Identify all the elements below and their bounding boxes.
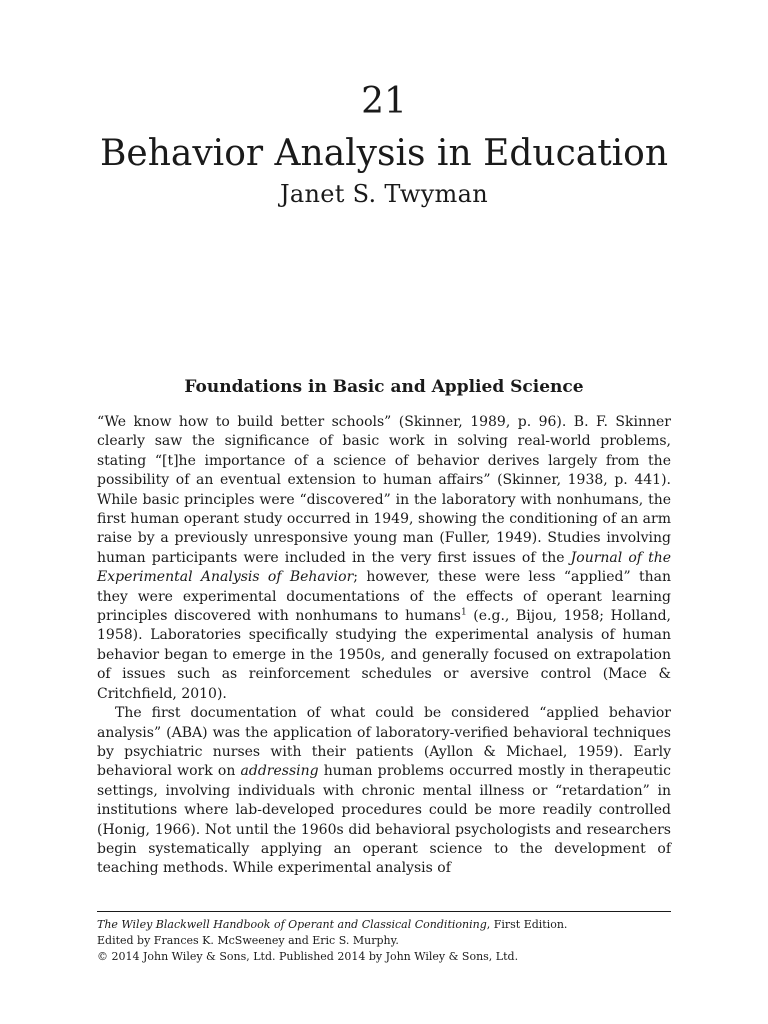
chapter-title: Behavior Analysis in Education bbox=[99, 133, 669, 174]
paragraph-1-text: ; however, these were less “applied” than they were experimental documentations of the effects of operant learning principles discovered with nonhumans to humans bbox=[97, 569, 671, 625]
chapter-number: 21 bbox=[361, 81, 407, 122]
body-text bbox=[97, 413, 671, 879]
publication-footer bbox=[97, 917, 671, 965]
footer-editors: Edited by Frances K. McSweeney and Eric S. Murphy. bbox=[97, 934, 399, 947]
paragraph-2-text: human problems occurred mostly in therapeutic settings, involving individuals with chronic mental illness or “retardation” in institutions where lab-developed procedures could be more readily controlled (Honig, 1966). Not until the 1960s did behavioral psychologists and researchers begin systematically applying an operant science to the development of teaching methods. While experimental analysis of bbox=[97, 763, 671, 877]
footer-book-title: The Wiley Blackwell Handbook of Operant and Classical Conditioning bbox=[97, 918, 487, 931]
paragraph-1 bbox=[97, 413, 671, 704]
section-heading: Foundations in Basic and Applied Science bbox=[184, 377, 584, 397]
footnote-marker: 1 bbox=[460, 607, 467, 618]
paragraph-2-text: The first documentation of what could be considered “applied behavior analysis” (ABA) was the application of laboratory-verified behavioral techniques by psychiatric nurses with their patients (Ayllon & Michael, 1959). Early behavioral work on bbox=[97, 705, 671, 780]
paragraph-1-text: “We know how to build better schools” (Skinner, 1989, p. 96). B. F. Skinner clearly saw the significance of basic work in solving real-world problems, stating “[t]he importance of a science of behavior derives largely from the possibility of an eventual extension to human affairs” (Skinner, 1938, p. 441). While basic principles were “discovered” in the laboratory with nonhumans, the first human operant study occurred in 1949, showing the conditioning of an arm raise by a previously unresponsive young man (Fuller, 1949). Studies involving human participants were included in the very first issues of the bbox=[97, 414, 671, 566]
journal-title: Journal of the Experimental Analysis of Behavior bbox=[97, 549, 672, 586]
footer-divider bbox=[97, 911, 671, 912]
paragraph-1-text: (e.g., Bijou, 1958; Holland, 1958). Laboratories specifically studying the experimental analysis of human behavior began to emerge in the 1950s, and generally focused on extrapolation of issues such as reinforcement schedules or aversive control (Mace & Critchfield, 2010). bbox=[97, 608, 671, 702]
chapter-author: Janet S. Twyman bbox=[280, 180, 488, 208]
footer-copyright: © 2014 John Wiley & Sons, Ltd. Published 2014 by John Wiley & Sons, Ltd. bbox=[97, 950, 519, 963]
emphasis-text: addressing bbox=[240, 763, 319, 780]
paragraph-2 bbox=[97, 704, 671, 879]
footer-book-line bbox=[97, 917, 671, 933]
footer-edition: , First Edition. bbox=[486, 918, 568, 931]
